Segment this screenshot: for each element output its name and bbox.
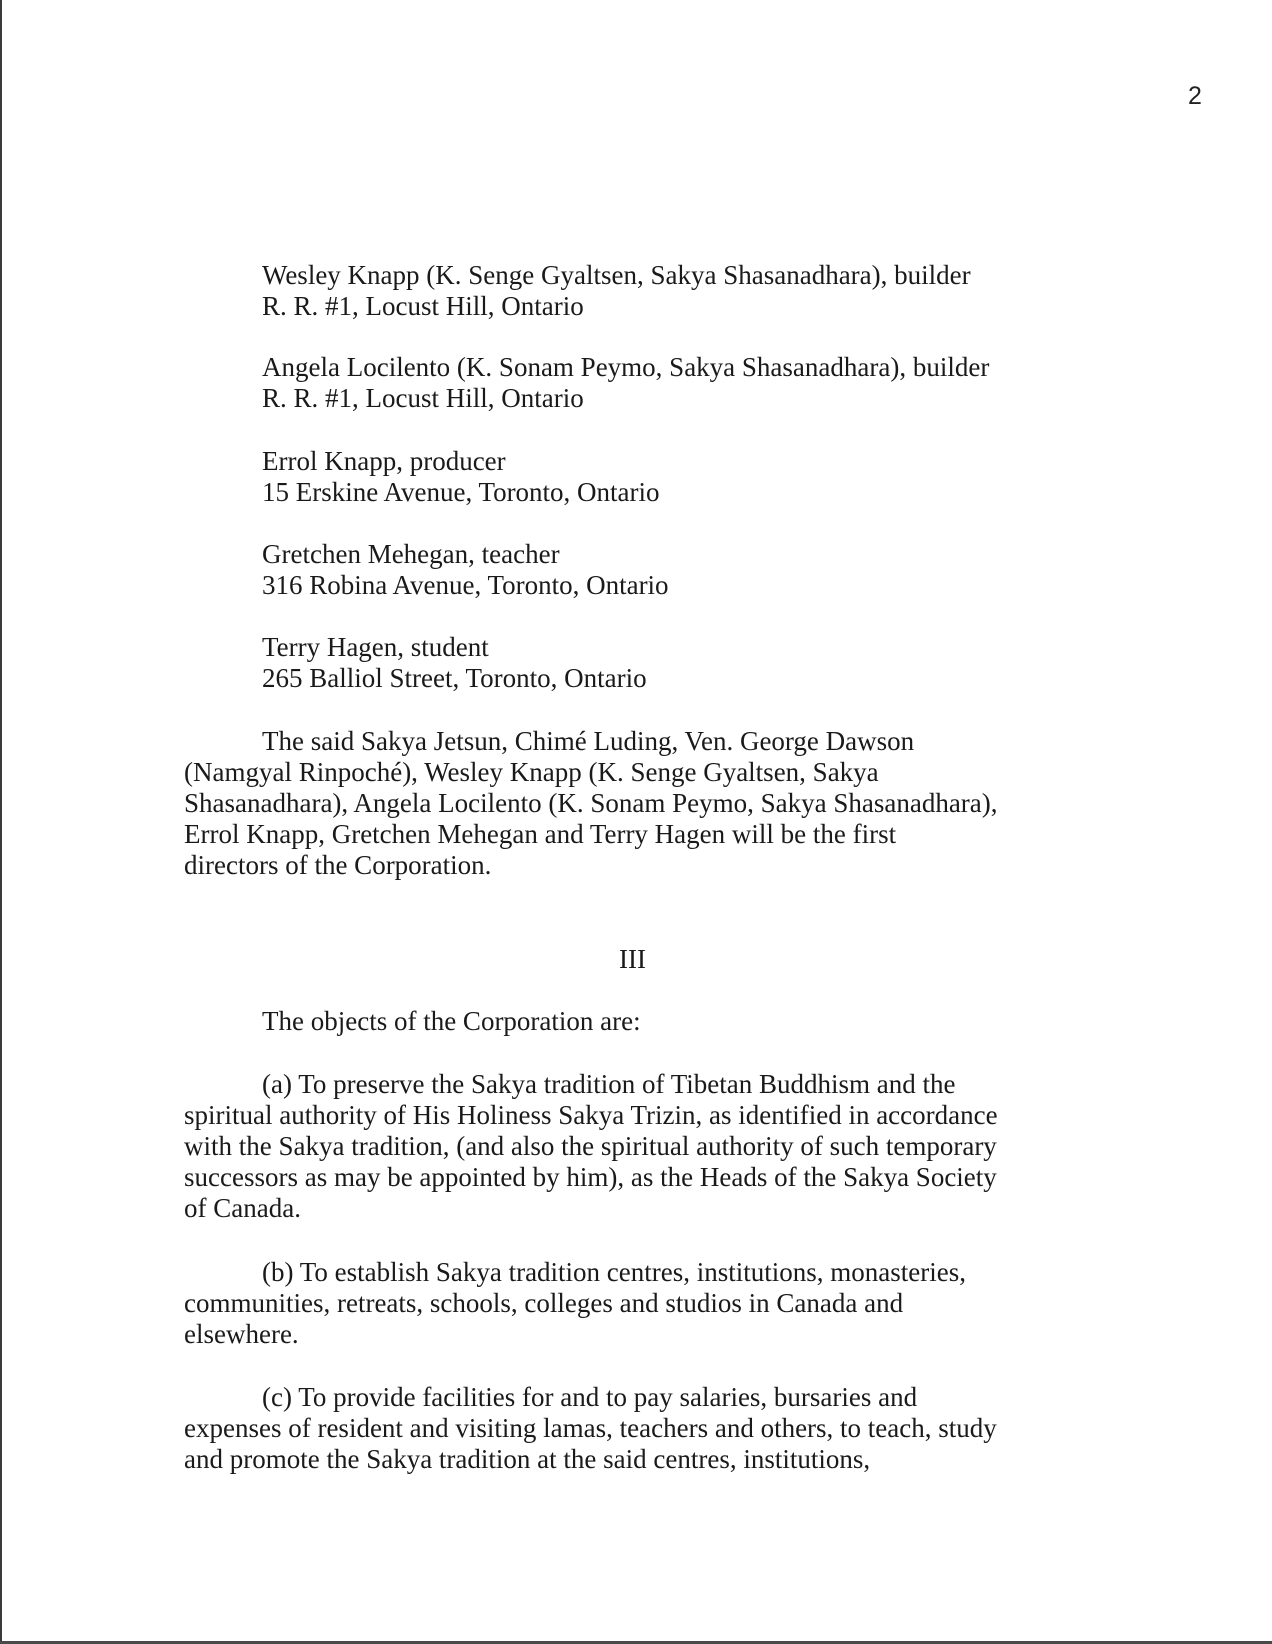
person-address: 15 Erskine Avenue, Toronto, Ontario bbox=[262, 477, 660, 507]
person-address: R. R. #1, Locust Hill, Ontario bbox=[262, 383, 584, 413]
paragraph-line: elsewhere. bbox=[184, 1319, 299, 1349]
person-name: Gretchen Mehegan, teacher bbox=[262, 539, 560, 569]
object-item-c bbox=[184, 1382, 997, 1475]
paragraph-line: and promote the Sakya tradition at the said centres, institutions, bbox=[184, 1444, 871, 1474]
paragraph-line: The said Sakya Jetsun, Chimé Luding, Ven. George Dawson bbox=[262, 726, 915, 756]
object-item-b bbox=[184, 1257, 966, 1350]
person-name: Terry Hagen, student bbox=[262, 632, 489, 662]
page-number: 2 bbox=[1188, 82, 1202, 110]
person-name: Angela Locilento (K. Sonam Peymo, Sakya Shasanadhara), builder bbox=[262, 352, 990, 382]
person-entry bbox=[262, 632, 647, 694]
person-address: R. R. #1, Locust Hill, Ontario bbox=[262, 291, 584, 321]
person-name: Wesley Knapp (K. Senge Gyaltsen, Sakya Shasanadhara), builder bbox=[262, 260, 971, 290]
paragraph-line: with the Sakya tradition, (and also the spiritual authority of such temporary bbox=[184, 1131, 997, 1161]
objects-intro: The objects of the Corporation are: bbox=[262, 1006, 641, 1036]
person-address: 316 Robina Avenue, Toronto, Ontario bbox=[262, 570, 669, 600]
paragraph-line: communities, retreats, schools, colleges and studios in Canada and bbox=[184, 1288, 904, 1318]
person-address: 265 Balliol Street, Toronto, Ontario bbox=[262, 663, 647, 693]
person-entry bbox=[262, 539, 669, 601]
paragraph-line: Shasanadhara), Angela Locilento (K. Sonam Peymo, Sakya Shasanadhara), bbox=[184, 788, 998, 818]
person-name: Errol Knapp, producer bbox=[262, 446, 506, 476]
paragraph-line: (Namgyal Rinpoché), Wesley Knapp (K. Senge Gyaltsen, Sakya bbox=[184, 757, 879, 787]
paragraph-line: directors of the Corporation. bbox=[184, 850, 492, 880]
paragraph-line: spiritual authority of His Holiness Sakya Trizin, as identified in accordance bbox=[184, 1100, 998, 1130]
paragraph-line: (a) To preserve the Sakya tradition of Tibetan Buddhism and the bbox=[262, 1069, 956, 1099]
paragraph-line: Errol Knapp, Gretchen Mehegan and Terry Hagen will be the first bbox=[184, 819, 897, 849]
person-entry bbox=[262, 260, 971, 322]
section-heading: III bbox=[619, 944, 646, 974]
paragraph-line: of Canada. bbox=[184, 1193, 301, 1223]
paragraph-line: successors as may be appointed by him), as the Heads of the Sakya Society bbox=[184, 1162, 997, 1192]
person-entry bbox=[262, 446, 660, 508]
object-item-a bbox=[184, 1069, 998, 1224]
paragraph-line: expenses of resident and visiting lamas, teachers and others, to teach, study bbox=[184, 1413, 997, 1443]
paragraph-line: (b) To establish Sakya tradition centres, institutions, monasteries, bbox=[262, 1257, 966, 1287]
person-entry bbox=[262, 352, 989, 414]
paragraph-line: (c) To provide facilities for and to pay salaries, bursaries and bbox=[262, 1382, 918, 1412]
directors-paragraph bbox=[184, 726, 998, 881]
scan-edge-left bbox=[0, 0, 2, 1644]
